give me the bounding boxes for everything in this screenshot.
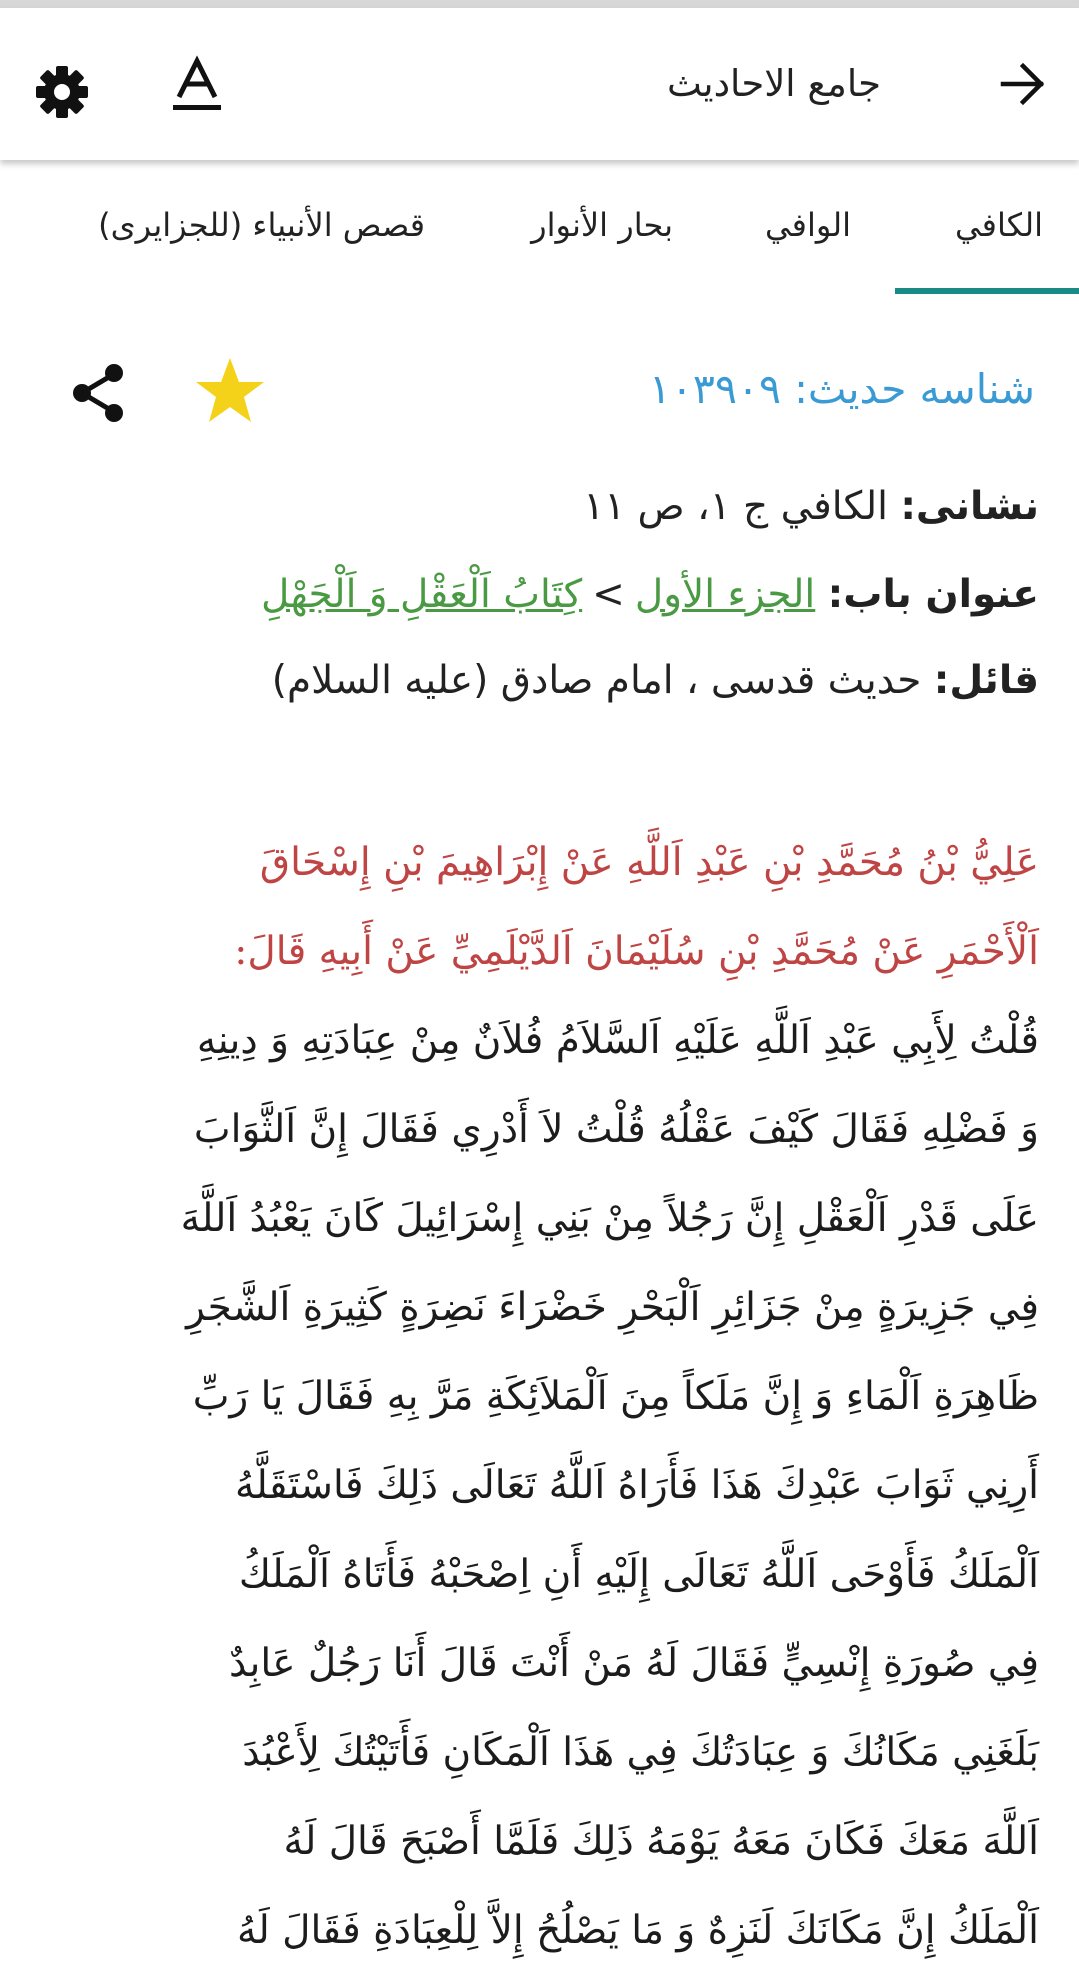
book-tabs [0,160,1079,294]
chapter-row [39,564,1039,626]
text-line: ظَاهِرَةِ اَلْمَاءِ وَ إِنَّ مَلَكاً مِنَ اَلْمَلاَئِكَةِ مَرَّ بِهِ فَقَالَ يَا رَبِّ [192,1374,1039,1419]
active-tab-indicator [895,288,1079,294]
gear-icon [34,64,90,120]
chapter-link-book[interactable]: كِتَابُ اَلْعَقْلِ وَ اَلْجَهْلِ [261,572,583,617]
star-icon [192,354,268,430]
chain-line: اَلْأَحْمَرِ عَنْ مُحَمَّدِ بْنِ سُلَيْمَانَ اَلدَّيْلَمِيِّ عَنْ أَبِيهِ قَالَ: [234,929,1039,974]
settings-button[interactable] [32,62,92,122]
text-line: اَلْمَلَكُ فَأَوْحَى اَللَّهُ تَعَالَى إِلَيْهِ أَنِ اِصْحَبْهُ فَأَتَاهُ اَلْمَلَكُ [238,1552,1039,1597]
text-line: قُلْتُ لِأَبِي عَبْدِ اَللَّهِ عَلَيْهِ اَلسَّلاَمُ فُلاَنٌ مِنْ عِبَادَتِهِ وَ دِينِهِ [196,1018,1039,1063]
text-line: اَللَّهَ مَعَكَ فَكَانَ مَعَهُ يَوْمَهُ ذَلِكَ فَلَمَّا أَصْبَحَ قَالَ لَهُ [283,1819,1039,1864]
text-line: فِي صُورَةِ إِنْسِيٍّ فَقَالَ لَهُ مَنْ أَنْتَ قَالَ أَنَا رَجُلٌ عَابِدٌ [229,1641,1039,1686]
tab-kafi[interactable]: الكافي [954,206,1043,244]
breadcrumb-separator: > [592,572,625,617]
favorite-button[interactable] [192,354,268,430]
text-line: وَ فَضْلِهِ فَقَالَ كَيْفَ عَقْلُهُ قُلْتُ لاَ أَدْرِي فَقَالَ إِنَّ اَلثَّوَابَ [193,1107,1039,1152]
narrator-row [39,650,1039,712]
tab-bihar[interactable]: بحار الأنوار [531,206,673,244]
arrow-right-icon [999,62,1047,106]
share-icon [70,362,126,424]
text-line: اَلْمَلَكُ إِنَّ مَكَانَكَ لَنَزِهٌ وَ مَا يَصْلُحُ إِلاَّ لِلْعِبَادَةِ فَقَالَ لَهُ [236,1908,1039,1953]
tab-wafi[interactable]: الوافي [764,206,851,244]
narrator-label: قائل: [933,658,1039,703]
address-value: الكافي ج ۱، ص ۱۱ [583,484,888,529]
text-line: بَلَغَنِي مَكَانُكَ وَ عِبَادَتُكَ فِي هَذَا اَلْمَكَانِ فَأَتَيْتُكَ لِأَعْبُدَ [242,1730,1039,1775]
back-button[interactable] [993,52,1053,116]
chapter-link-part[interactable]: الجزء الأول [634,572,816,617]
text-line: عَلَى قَدْرِ اَلْعَقْلِ إِنَّ رَجُلاً مِنْ بَنِي إِسْرَائِيلَ كَانَ يَعْبُدُ اَللَّهَ [180,1196,1039,1241]
font-size-button[interactable] [166,52,228,118]
hadith-id: شناسه حديث: ۱۰۳۹۰۹ [648,365,1035,413]
narrator-value: حديث قدسى ، امام صادق (عليه السلام) [271,658,922,703]
chain-line: عَلِيُّ بْنُ مُحَمَّدِ بْنِ عَبْدِ اَللَّهِ عَنْ إِبْرَاهِيمَ بْنِ إِسْحَاقَ [259,840,1039,885]
address-row [39,476,1039,538]
app-bar [0,8,1079,160]
hadith-text [33,818,1039,1975]
status-strip [0,0,1079,8]
text-line: فِي جَزِيرَةٍ مِنْ جَزَائِرِ اَلْبَحْرِ خَضْرَاءَ نَضِرَةٍ كَثِيرَةِ اَلشَّجَرِ [186,1285,1039,1330]
text-line: أَرِنِي ثَوَابَ عَبْدِكَ هَذَا فَأَرَاهُ اَللَّهُ تَعَالَى ذَلِكَ فَاسْتَقَلَّهُ [234,1463,1039,1508]
app-title: جامع الاحاديث [666,62,881,105]
address-label: نشانی: [900,484,1039,529]
share-button[interactable] [70,362,126,424]
font-size-icon [171,57,223,113]
chapter-label: عنوان باب: [827,572,1039,617]
tab-qisas[interactable]: قصص الأنبياء (للجزايرى) [98,206,425,244]
